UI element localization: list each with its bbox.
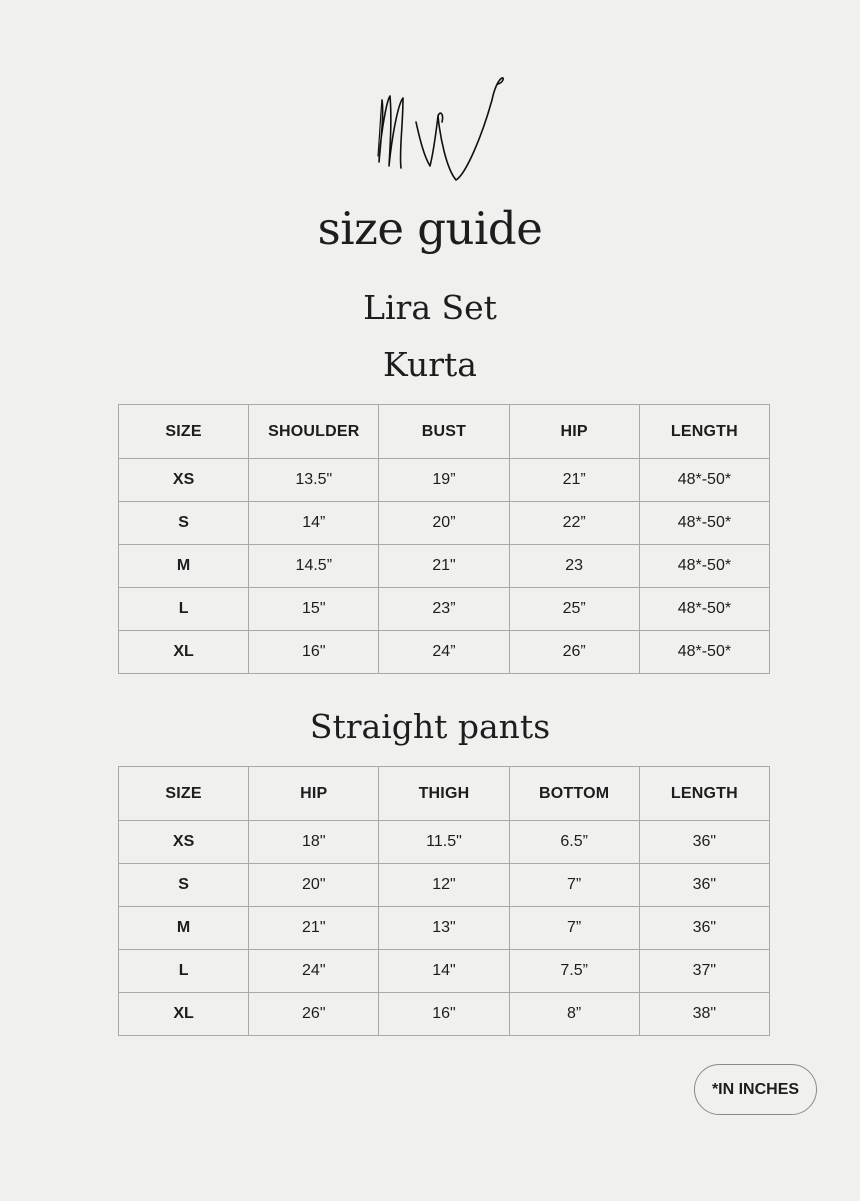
table-cell: 20”	[379, 502, 509, 545]
size-cell: XS	[119, 459, 249, 502]
table-cell: 36"	[639, 821, 769, 864]
table-row	[119, 631, 770, 674]
table-row	[119, 864, 770, 907]
set-name: Lira Set	[363, 288, 497, 327]
table-cell: 26"	[249, 993, 379, 1036]
column-header: SIZE	[119, 767, 249, 821]
table-cell: 37"	[639, 950, 769, 993]
size-cell: XL	[119, 631, 249, 674]
size-cell: M	[119, 545, 249, 588]
table-cell: 7.5”	[509, 950, 639, 993]
table-cell: 16"	[379, 993, 509, 1036]
column-header: BOTTOM	[509, 767, 639, 821]
table-cell: 7”	[509, 864, 639, 907]
table-cell: 13"	[379, 907, 509, 950]
table-row	[119, 907, 770, 950]
column-header: LENGTH	[639, 405, 769, 459]
table-cell: 21"	[249, 907, 379, 950]
column-header: BUST	[379, 405, 509, 459]
table-cell: 23”	[379, 588, 509, 631]
table-cell: 6.5”	[509, 821, 639, 864]
table-cell: 7”	[509, 907, 639, 950]
table-cell: 14"	[379, 950, 509, 993]
table-cell: 38"	[639, 993, 769, 1036]
table-cell: 48*-50*	[639, 588, 769, 631]
table-cell: 26”	[509, 631, 639, 674]
size-cell: XS	[119, 821, 249, 864]
brand-logo	[370, 70, 510, 188]
table-cell: 8”	[509, 993, 639, 1036]
table-row	[119, 588, 770, 631]
table-cell: 48*-50*	[639, 502, 769, 545]
unit-note-badge: *IN INCHES	[694, 1064, 817, 1115]
size-cell: S	[119, 502, 249, 545]
column-header: SHOULDER	[249, 405, 379, 459]
column-header: THIGH	[379, 767, 509, 821]
table-row	[119, 821, 770, 864]
pants-size-table	[118, 766, 770, 1036]
table-cell: 18"	[249, 821, 379, 864]
table-cell: 48*-50*	[639, 631, 769, 674]
kurta-heading: Kurta	[383, 345, 477, 384]
table-cell: 12"	[379, 864, 509, 907]
column-header: SIZE	[119, 405, 249, 459]
table-row	[119, 950, 770, 993]
table-cell: 21”	[509, 459, 639, 502]
size-cell: S	[119, 864, 249, 907]
table-row	[119, 993, 770, 1036]
size-cell: M	[119, 907, 249, 950]
size-cell: L	[119, 588, 249, 631]
table-row	[119, 545, 770, 588]
table-cell: 11.5"	[379, 821, 509, 864]
table-header-row	[119, 405, 770, 459]
table-cell: 13.5"	[249, 459, 379, 502]
size-cell: XL	[119, 993, 249, 1036]
table-cell: 14”	[249, 502, 379, 545]
table-header-row	[119, 767, 770, 821]
page-title: size guide	[317, 202, 543, 255]
table-cell: 19”	[379, 459, 509, 502]
table-row	[119, 502, 770, 545]
table-cell: 48*-50*	[639, 459, 769, 502]
table-cell: 24"	[249, 950, 379, 993]
table-cell: 36"	[639, 907, 769, 950]
table-cell: 36"	[639, 864, 769, 907]
table-cell: 22”	[509, 502, 639, 545]
table-cell: 24”	[379, 631, 509, 674]
table-cell: 48*-50*	[639, 545, 769, 588]
table-cell: 25”	[509, 588, 639, 631]
column-header: HIP	[249, 767, 379, 821]
table-cell: 21"	[379, 545, 509, 588]
column-header: HIP	[509, 405, 639, 459]
table-cell: 14.5”	[249, 545, 379, 588]
column-header: LENGTH	[639, 767, 769, 821]
table-row	[119, 459, 770, 502]
pants-heading: Straight pants	[309, 707, 551, 746]
table-cell: 15"	[249, 588, 379, 631]
table-cell: 16"	[249, 631, 379, 674]
table-cell: 23	[509, 545, 639, 588]
kurta-size-table	[118, 404, 770, 674]
size-cell: L	[119, 950, 249, 993]
table-cell: 20"	[249, 864, 379, 907]
